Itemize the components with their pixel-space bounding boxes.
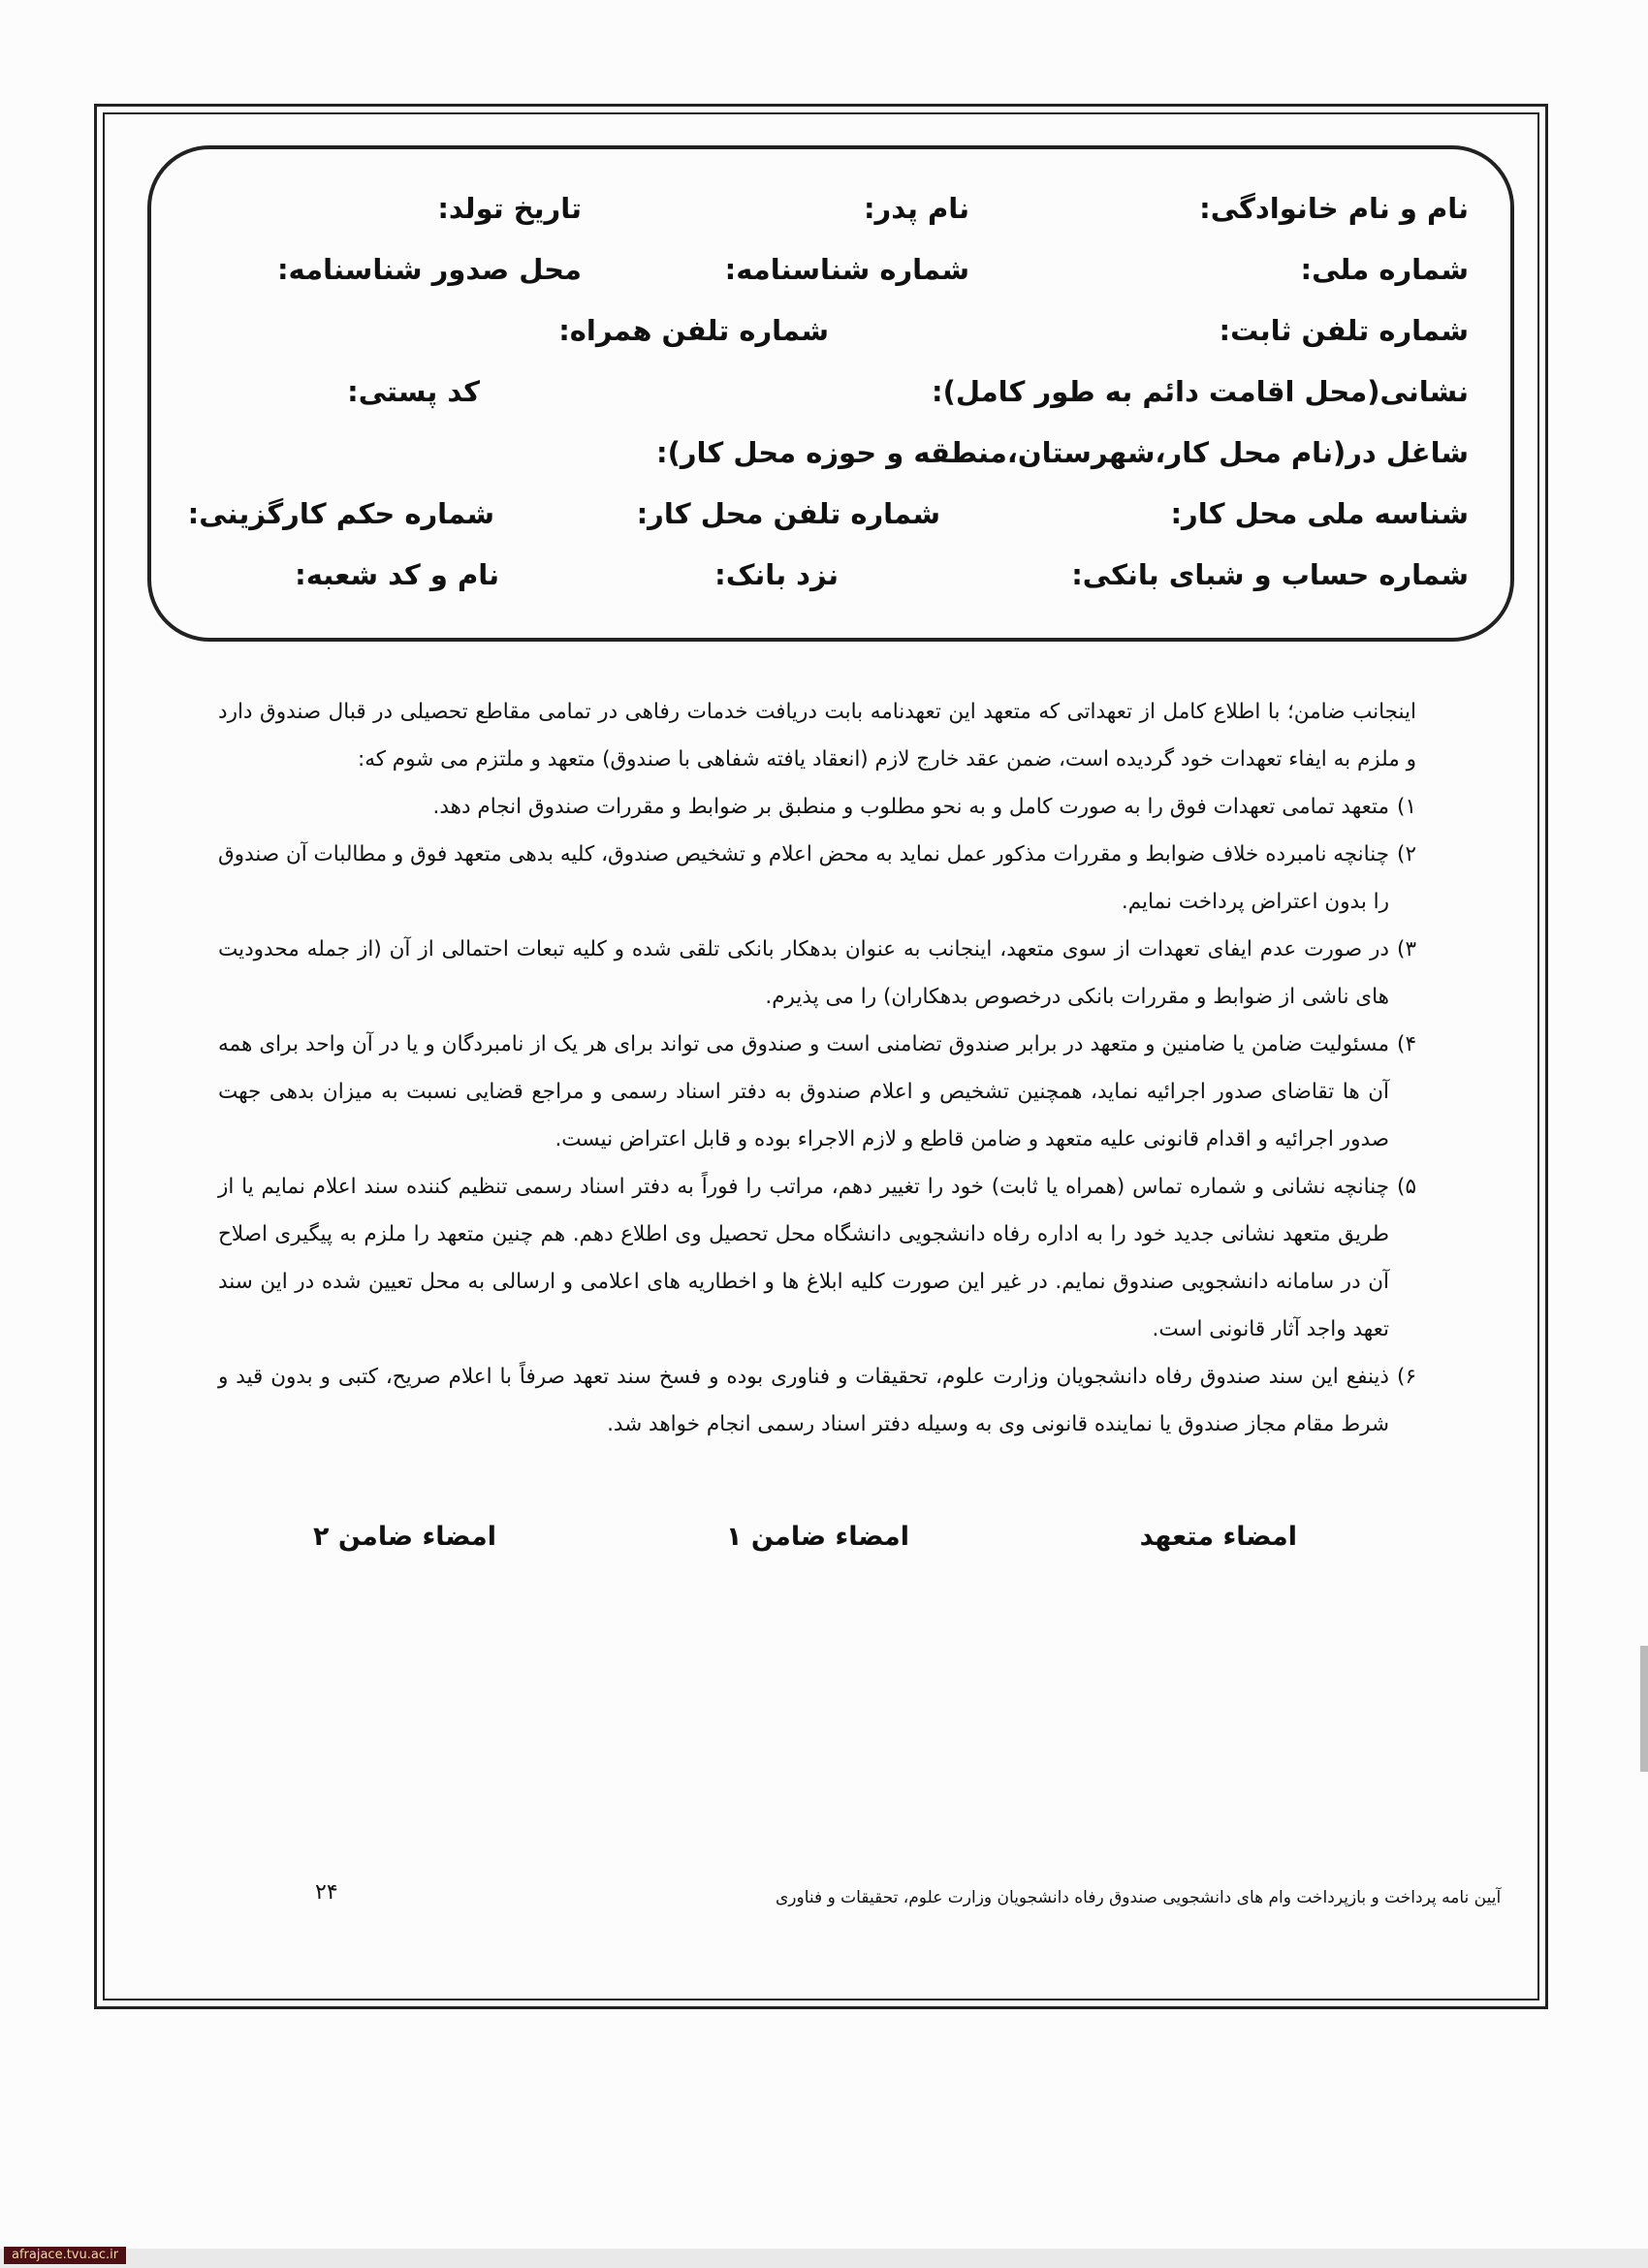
scan-bottom-strip xyxy=(0,2249,1648,2268)
clause-text: متعهد تمامی تعهدات فوق را به صورت کامل و به نحو مطلوب و منطبق بر ضوابط و مقررات صندوق انجام دهد. xyxy=(432,795,1389,819)
clause-number: ۵) xyxy=(1397,1175,1416,1199)
clause-number: ۱) xyxy=(1397,795,1416,819)
clause-2 xyxy=(218,831,1416,926)
field-full-name: نام و نام خانوادگی: xyxy=(1199,192,1469,225)
source-watermark: afrajace.tvu.ac.ir xyxy=(4,2247,126,2264)
clause-number: ۶) xyxy=(1397,1365,1416,1389)
intro-paragraph: اینجانب ضامن؛ با اطلاع کامل از تعهداتی که متعهد این تعهدنامه بابت دریافت خدمات رفاهی در تمامی مقاطع تحصیلی در قبال صندوق دارد و ملزم به ایفاء تعهدات خود گردیده است، ضمن عقد خارج لازم (انعقاد یافته شفاهی با صندوق) متعهد و ملتزم می شوم که: xyxy=(218,700,1416,772)
field-id-issue-place: محل صدور شناسنامه: xyxy=(276,253,582,286)
field-national-id: شماره ملی: xyxy=(1300,253,1469,286)
field-account-and-sheba: شماره حساب و شبای بانکی: xyxy=(1071,558,1469,591)
field-employment-order-number: شماره حکم کارگزینی: xyxy=(187,497,494,530)
field-landline: شماره تلفن ثابت: xyxy=(1219,314,1469,347)
clause-number: ۲) xyxy=(1397,842,1416,866)
clause-text: ذینفع این سند صندوق رفاه دانشجویان وزارت علوم، تحقیقات و فناوری بوده و فسخ سند تعهد صرفاً با اعلام صریح، کتبی و بدون قید و شرط مقام مجاز صندوق یا نماینده قانونی وی به وسیله دفتر اسناد رسمی انجام خواهد شد. xyxy=(218,1365,1389,1436)
clause-5 xyxy=(218,1163,1416,1353)
field-address: نشانی(محل اقامت دائم به طور کامل): xyxy=(931,375,1469,408)
guarantee-text xyxy=(218,688,1416,1448)
field-id-number: شماره شناسنامه: xyxy=(724,253,969,286)
clause-1 xyxy=(218,783,1416,831)
clause-text: چنانچه نامبرده خلاف ضوابط و مقررات مذکور عمل نماید به محض اعلام و تشخیص صندوق، کلیه بدهی متعهد فوق و مطالبات آن صندوق را بدون اعتراض پرداخت نمایم. xyxy=(218,842,1389,914)
clause-3 xyxy=(218,926,1416,1021)
clause-text: چنانچه نشانی و شماره تماس (همراه یا ثابت) خود را تغییر دهم، مراتب را فوراً به دفتر اسناد رسمی تنظیم کننده سند اعلام نمایم یا از طریق متعهد نشانی جدید خود را به اداره رفاه دانشجویی دانشگاه محل تحصیل وی اطلاع دهم. هم چنین متعهد را ملزم به پیگیری اصلاح آن در سامانه دانشجویی صندوق نمایم. در غیر این صورت کلیه ابلاغ ها و اخطاریه های اعلامی و ارسالی به محل تعیین شده در این سند تعهد واجد آثار قانونی است. xyxy=(218,1175,1389,1341)
clause-text: مسئولیت ضامن یا ضامنین و متعهد در برابر صندوق تضامنی است و صندوق می تواند برای هر یک از نامبردگان و یا در آن واحد برای همه آن ها تقاضای صدور اجرائیه نماید، همچنین تشخیص و اعلام صندوق به دفتر اسناد رسمی و مراجع قضایی نسبت به میزان بدهی جهت صدور اجرائیه و اقدام قانونی علیه متعهد و ضامن قاطع و لازم الاجراء بوده و قابل اعتراض نیست. xyxy=(218,1032,1389,1151)
field-branch: نام و کد شعبه: xyxy=(295,558,499,591)
page-number: ۲۴ xyxy=(315,1880,338,1905)
field-workplace-phone: شماره تلفن محل کار: xyxy=(636,497,940,530)
signature-obligor: امضاء متعهد xyxy=(1139,1522,1297,1552)
clause-4 xyxy=(218,1021,1416,1163)
field-bank: نزد بانک: xyxy=(714,558,839,591)
field-workplace-national-id: شناسه ملی محل کار: xyxy=(1170,497,1469,530)
signature-guarantor-2: امضاء ضامن ۲ xyxy=(312,1522,496,1552)
regulation-footer: آیین نامه پرداخت و بازپرداخت وام های دانشجویی صندوق رفاه دانشجویان وزارت علوم، تحقیقات و فناوری xyxy=(776,1888,1502,1907)
clause-number: ۳) xyxy=(1397,937,1416,961)
field-postal-code: کد پستی: xyxy=(347,375,480,408)
clause-6 xyxy=(218,1353,1416,1448)
field-employed-at: شاغل در(نام محل کار،شهرستان،منطقه و حوزه محل کار): xyxy=(655,436,1469,469)
scan-edge-mark xyxy=(1640,1646,1648,1772)
clause-number: ۴) xyxy=(1397,1032,1416,1056)
field-mobile: شماره تلفن همراه: xyxy=(558,314,829,347)
field-birth-date: تاریخ تولد: xyxy=(437,192,582,225)
signature-guarantor-1: امضاء ضامن ۱ xyxy=(725,1522,909,1552)
clause-text: در صورت عدم ایفای تعهدات از سوی متعهد، اینجانب به عنوان بدهکار بانکی تلقی شده و کلیه تبعات احتمالی از آن (از جمله محدودیت های ناشی از ضوابط و مقررات بانکی درخصوص بدهکاران) را می پذیرم. xyxy=(218,937,1389,1009)
field-father-name: نام پدر: xyxy=(863,192,969,225)
